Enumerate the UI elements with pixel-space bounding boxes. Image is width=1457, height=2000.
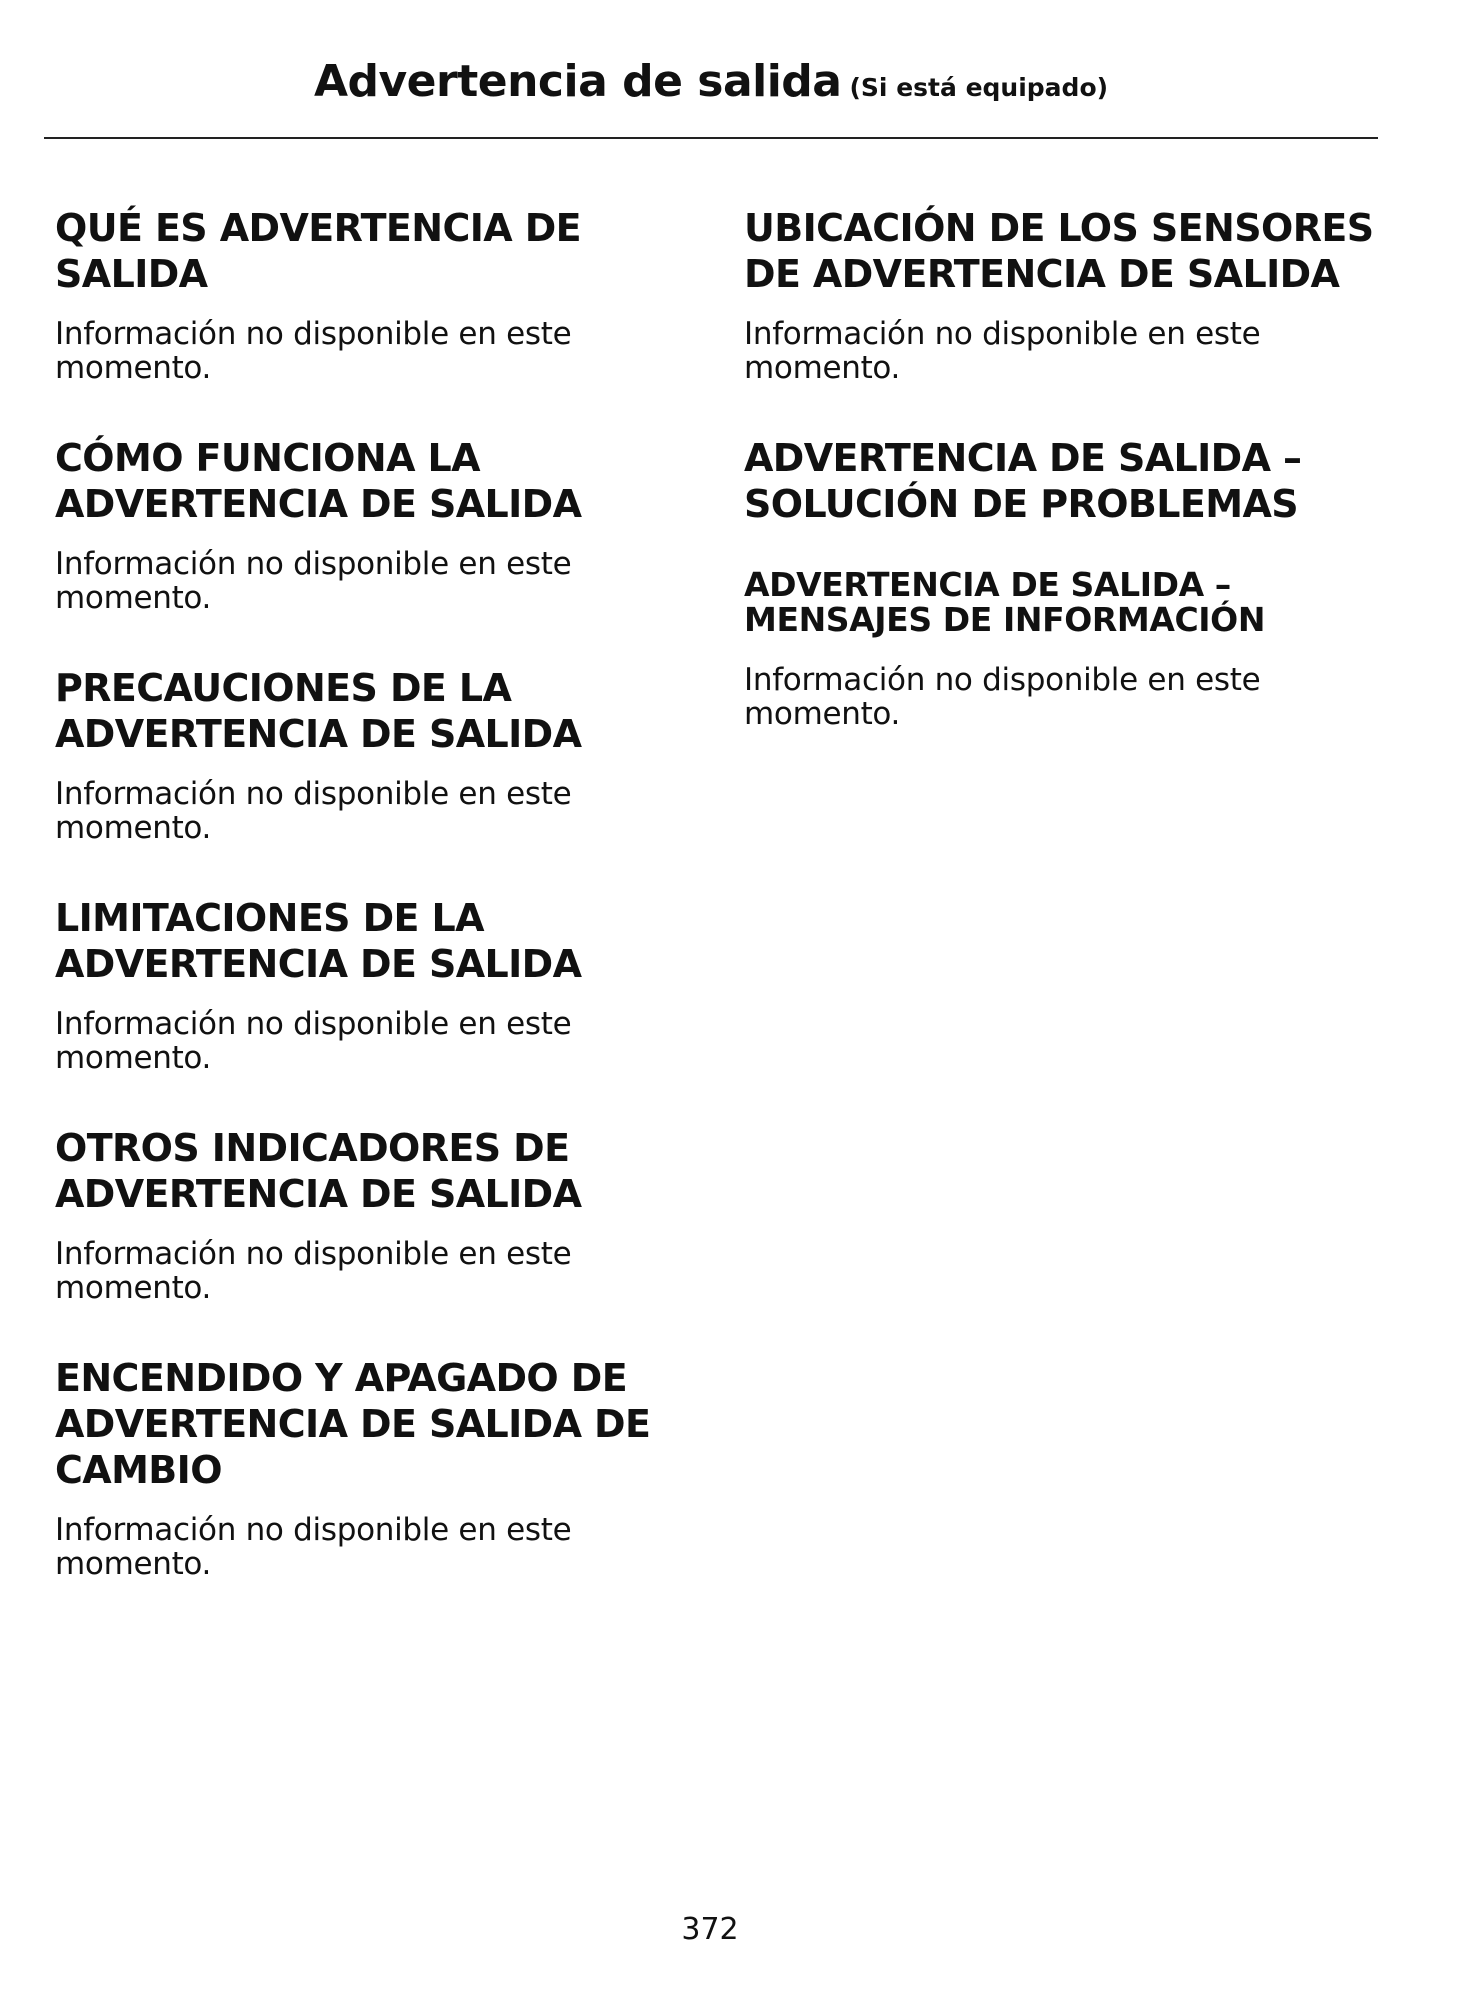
section-heading: ENCENDIDO Y APAGADO DE ADVERTENCIA DE SALIDA DE CAMBIO	[55, 1356, 651, 1492]
section-body: Información no disponible en este momento.	[55, 316, 572, 386]
page-header	[44, 56, 1378, 107]
section-mensajes-informacion	[744, 567, 1384, 731]
page-title: Advertencia de salida	[313, 56, 842, 107]
section-body: Información no disponible en este momento.	[55, 1006, 572, 1076]
section-encendido-apagado	[55, 1355, 695, 1581]
header-divider	[44, 137, 1378, 139]
subsection-heading: ADVERTENCIA DE SALIDA – MENSAJES DE INFORMACIÓN	[744, 565, 1266, 639]
section-como-funciona	[55, 435, 695, 615]
left-column	[55, 205, 695, 1581]
section-heading: CÓMO FUNCIONA LA ADVERTENCIA DE SALIDA	[55, 436, 582, 526]
section-body: Información no disponible en este momento.	[55, 776, 572, 846]
section-limitaciones	[55, 895, 695, 1075]
section-precauciones	[55, 665, 695, 845]
section-que-es	[55, 205, 695, 385]
page-number: 372	[681, 1912, 739, 1947]
section-body: Información no disponible en este momento.	[55, 1512, 572, 1582]
section-body: Información no disponible en este momento.	[744, 316, 1261, 386]
section-heading: UBICACIÓN DE LOS SENSORES DE ADVERTENCIA DE SALIDA	[744, 206, 1374, 296]
section-ubicacion-sensores	[744, 205, 1384, 385]
section-body: Información no disponible en este momento.	[55, 1236, 572, 1306]
page-subtitle: (Si está equipado)	[849, 73, 1109, 102]
section-heading: PRECAUCIONES DE LA ADVERTENCIA DE SALIDA	[55, 666, 582, 756]
section-body: Información no disponible en este momento.	[55, 546, 572, 616]
section-heading: ADVERTENCIA DE SALIDA – SOLUCIÓN DE PROBLEMAS	[744, 436, 1302, 526]
section-heading: LIMITACIONES DE LA ADVERTENCIA DE SALIDA	[55, 896, 582, 986]
right-column	[744, 205, 1384, 731]
section-heading: OTROS INDICADORES DE ADVERTENCIA DE SALIDA	[55, 1126, 582, 1216]
section-solucion-problemas	[744, 435, 1384, 527]
section-otros-indicadores	[55, 1125, 695, 1305]
section-body: Información no disponible en este momento.	[744, 662, 1261, 732]
section-heading: QUÉ ES ADVERTENCIA DE SALIDA	[55, 206, 582, 296]
